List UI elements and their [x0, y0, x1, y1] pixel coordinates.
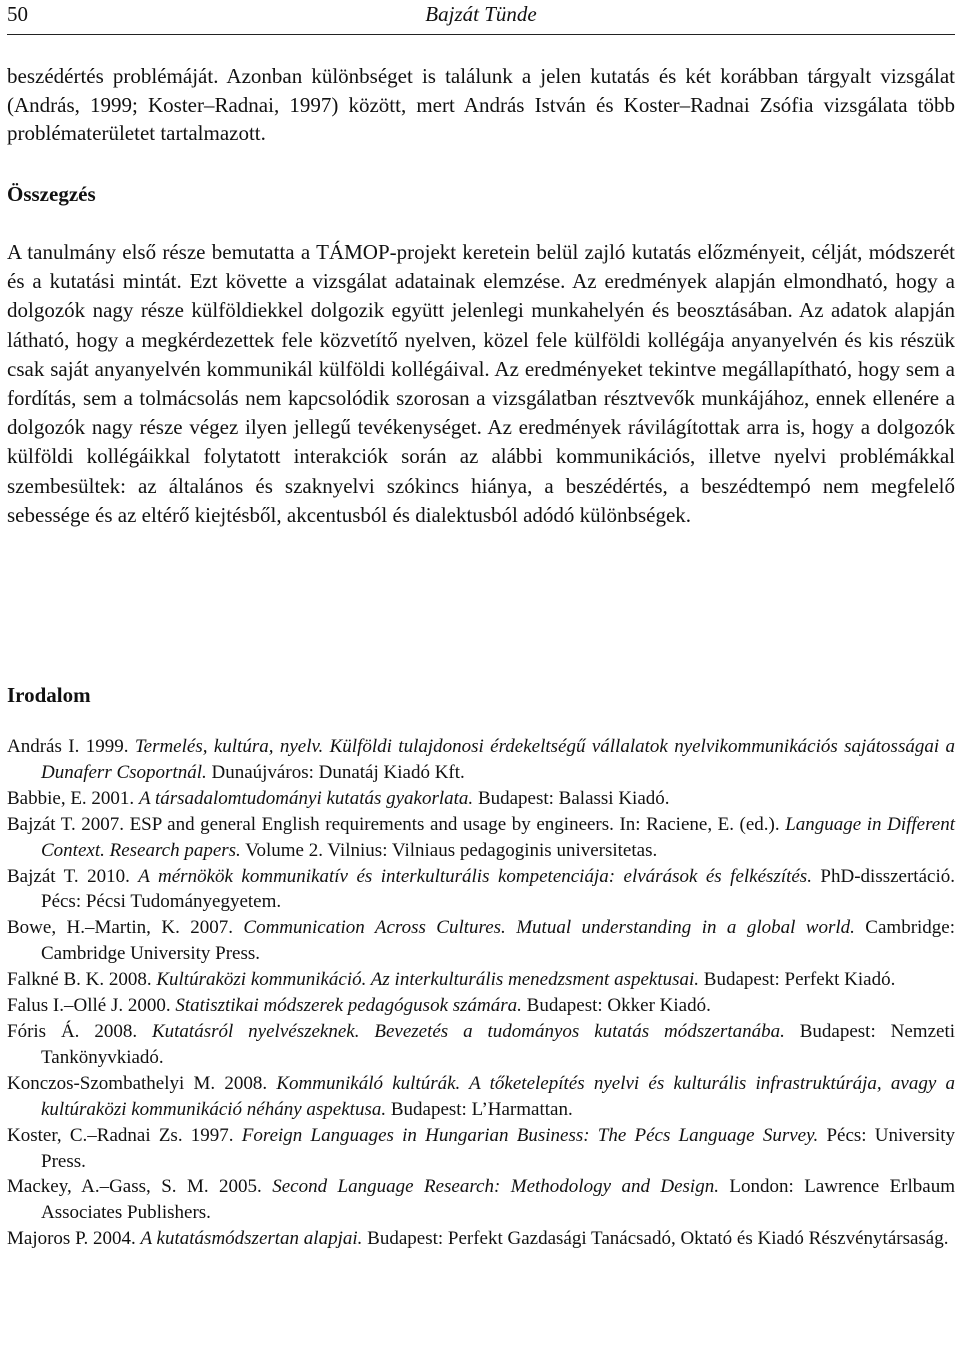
reference-item: Mackey, A.–Gass, S. M. 2005. Second Language Research: Methodology and Design. London: Lawrence Erlbaum Associates Publishers.	[7, 1176, 955, 1224]
reference-item: András I. 1999. Termelés, kultúra, nyelv. Külföldi tulajdonosi érdekeltségű vállalatok nyelvikommunikációs sajátosságai a Dunaferr Csoportnál. Dunaújváros: Dunatáj Kiadó Kft.	[7, 736, 955, 783]
summary-heading: Összegzés	[7, 182, 96, 206]
reference-item: Bajzát T. 2007. ESP and general English requirements and usage by engineers. In: Raciene, E. (ed.). Language in Different Context. Research papers. Volume 2. Vilnius: Vilniaus pedagoginis universitetas.	[7, 813, 955, 861]
reference-item: Majoros P. 2004. A kutatásmódszertan alapjai. Budapest: Perfekt Gazdasági Tanácsadó, Oktató és Kiadó Részvénytársaság.	[7, 1228, 949, 1250]
reference-item: Konczos-Szombathelyi M. 2008. Kommunikáló kultúrák. A tőketelepítés nyelvi és kulturális infrastruktúrája, avagy a kultúraközi kommunikáció néhány aspektusa. Budapest: L’Harmattan.	[7, 1072, 956, 1120]
page-header	[7, 0, 955, 35]
running-head: Bajzát Tünde	[425, 2, 537, 26]
reference-item: Falkné B. K. 2008. Kultúraközi kommunikáció. Az interkulturális menedzsment aspektusai. Budapest: Perfekt Kiadó.	[7, 969, 896, 991]
intro-paragraph: beszédértés problémáját. Azonban különbséget is találunk a jelen kutatás és két korábban tárgyalt vizsgálat (András, 1999; Koster–Radnai, 1997) között, mert András István és Koster–Radnai Zsófia vizsgálata több problématerületet tartalmazott.	[7, 64, 955, 145]
references-heading: Irodalom	[7, 683, 91, 707]
reference-item: Bajzát T. 2010. A mérnökök kommunikatív és interkulturális kompetenciája: elvárások és felkészítés. PhD-disszertáció. Pécs: Pécsi Tudományegyetem.	[7, 865, 955, 913]
page-number: 50	[7, 2, 28, 26]
reference-item: Koster, C.–Radnai Zs. 1997. Foreign Languages in Hungarian Business: The Pécs Language Survey. Pécs: University Press.	[7, 1124, 955, 1172]
reference-item: Babbie, E. 2001. A társadalomtudományi kutatás gyakorlata. Budapest: Balassi Kiadó.	[7, 787, 670, 809]
reference-item: Bowe, H.–Martin, K. 2007. Communication Across Cultures. Mutual understanding in a global world. Cambridge: Cambridge University Press.	[7, 917, 956, 965]
summary-paragraph: A tanulmány első része bemutatta a TÁMOP-projekt keretein belül zajló kutatás előzményeit, célját, módszerét és a kutatási mintát. Ezt követte a vizsgálat adatainak elemzése. Az eredmények alapján elmondható, hogy a dolgozók nagy része külföldiekkel dolgozik együtt jelenlegi munkahelyén és beosztásában. Az adatok alapján látható, hogy a megkérdezettek fele közvetítő nyelven, közel fele külföldi kollégája anyanyelvén és kis részük csak saját anyanyelvén kommunikál külföldi kollégáival. Az eredményeket tekintve megállapítható, hogy sem a fordítás, sem a tolmácsolás nem kapcsolódik szorosan a vizsgálatban résztvevők munkájához, ennek ellenére a dolgozók nagy része végez ilyen jellegű tevékenységet. Az eredmények rávilágítottak arra is, hogy a dolgozók külföldi kollégáikkal folytatott interakciók során az alábbi kommunikációs, illetve nyelvi problémákkal szembesültek: az általános és szaknyelvi szókincs hiánya, a beszédértés, a beszédtempó nem megfelelő sebessége és az eltérő kiejtésből, akcentusból és dialektusból adódó különbségek.	[7, 240, 955, 527]
reference-item: Fóris Á. 2008. Kutatásról nyelvészeknek. Bevezetés a tudományos kutatás módszertanába. Budapest: Nemzeti Tankönyvkiadó.	[7, 1020, 955, 1068]
reference-item: Falus I.–Ollé J. 2000. Statisztikai módszerek pedagógusok számára. Budapest: Okker Kiadó.	[7, 995, 711, 1017]
references-list	[7, 734, 955, 1252]
